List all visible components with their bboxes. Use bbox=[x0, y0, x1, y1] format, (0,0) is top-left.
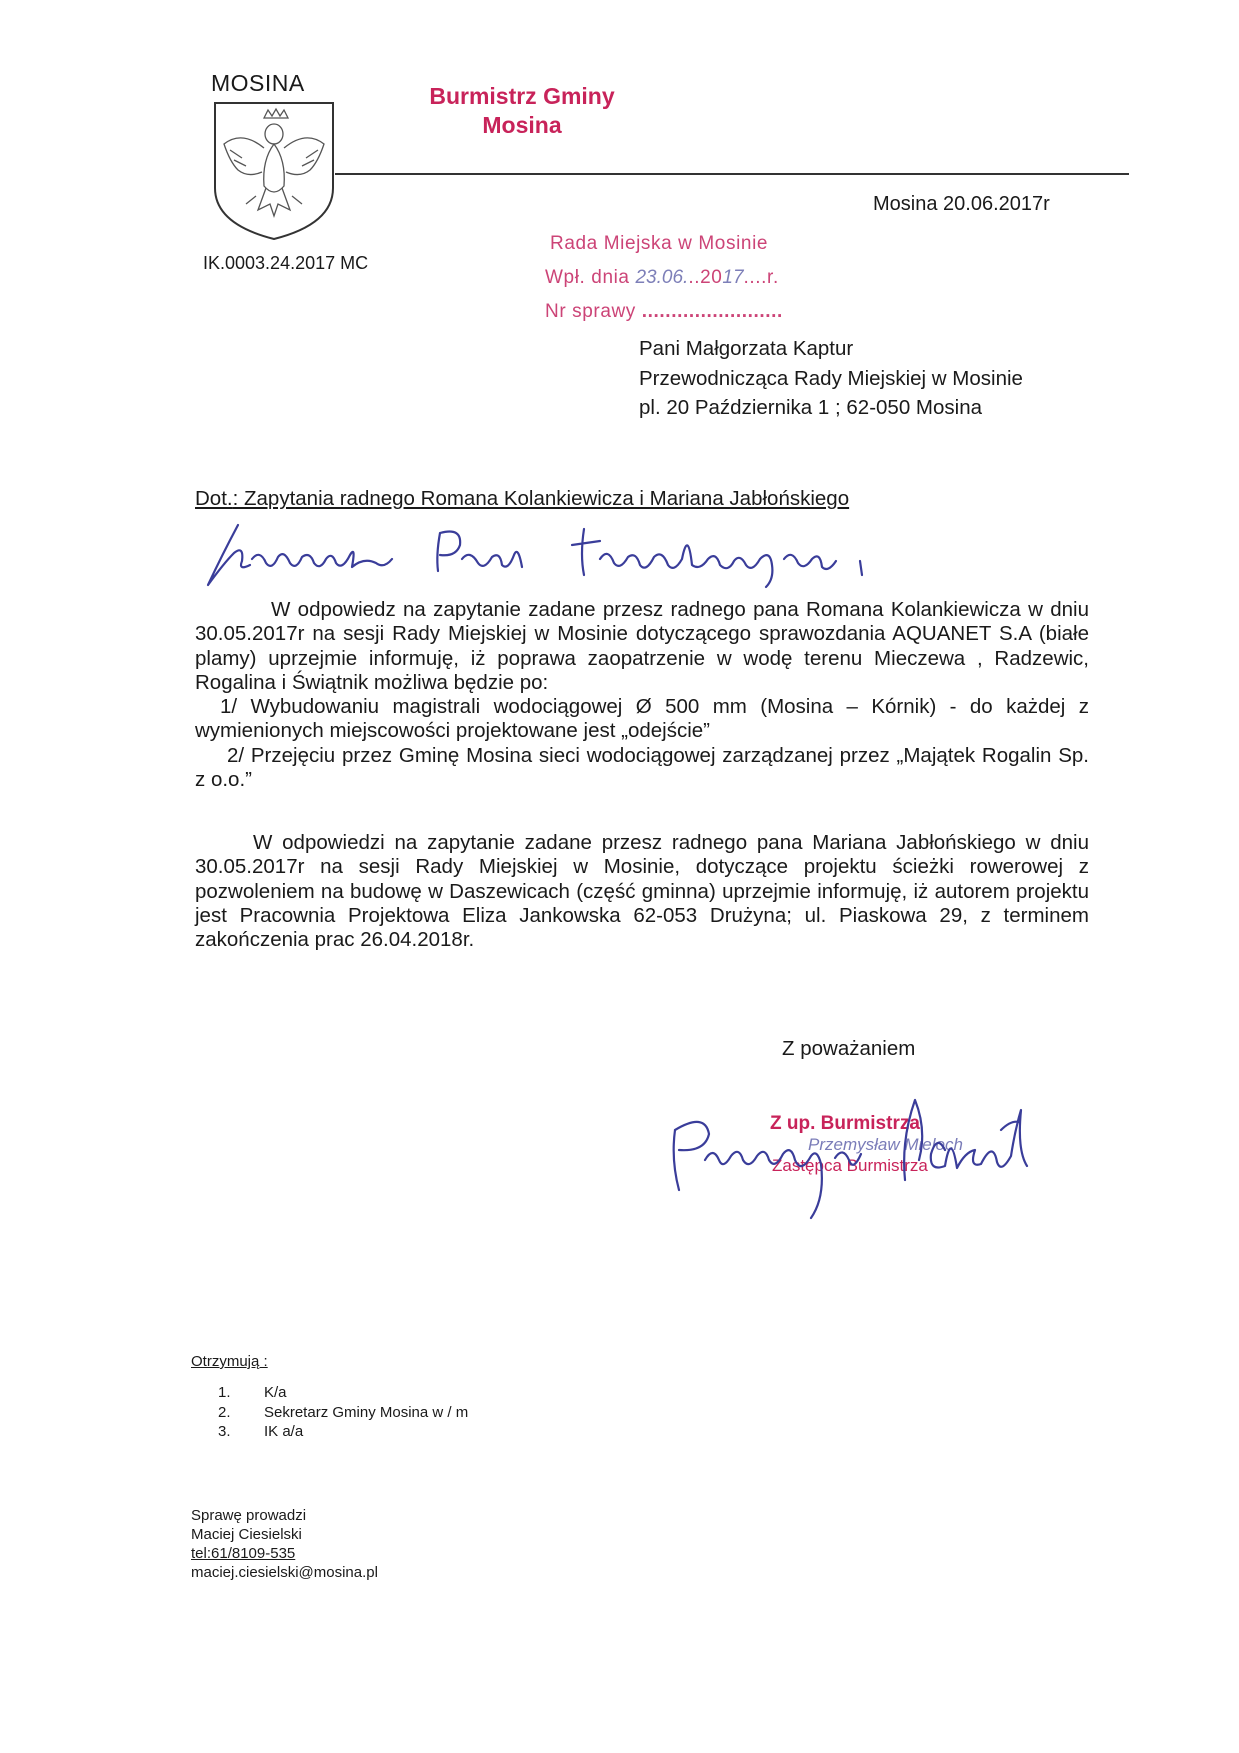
paragraph-first-question bbox=[195, 598, 1089, 792]
list-item bbox=[218, 1383, 468, 1403]
stamp-line-council: Rada Miejska w Mosinie bbox=[550, 233, 769, 254]
mayor-office-title-line2: Mosina bbox=[482, 112, 562, 138]
case-handler-email: maciej.ciesielski@mosina.pl bbox=[191, 1564, 378, 1581]
mayor-office-title bbox=[402, 82, 642, 140]
handwritten-salutation bbox=[200, 515, 880, 595]
subject-label: Dot. bbox=[195, 487, 233, 510]
paragraph-second-text: W odpowiedzi na zapytanie zadane przesz radnego pana Mariana Jabłońskiego w dniu 30.05.2017r na sesji Rady Miejskiej w Mosinie, dotyczące projektu ścieżki rowerowej z pozwoleniem na budowę w Daszewicach (część gminna) uprzejmie informuję, iż autorem projektu jest Pracownia Projektowa Eliza Jankowska 62-053 Drużyna; ul. Piaskowa 29, z terminem zakończenia prac 26.04.2018r. bbox=[195, 831, 1089, 952]
place-and-date: Mosina 20.06.2017r bbox=[873, 193, 1050, 215]
stamp-date-mid: ..20 bbox=[688, 267, 723, 288]
paragraph-first-intro: W odpowiedz na zapytanie zadane przesz radnego pana Romana Kolankiewicza w dniu 30.05.2017r na sesji Rady Miejskiej w Mosinie dotyczącego sprawozdania AQUANET S.A (białe plamy) uprzejmie informuję, iż poprawa zaopatrzenie w wodę terenu Mieczewa , Radzewic, Rogalina i Świątnik możliwa będzie po: bbox=[195, 598, 1089, 694]
mayor-office-title-line1: Burmistrz Gminy bbox=[429, 83, 615, 109]
list-item-text: Sekretarz Gminy Mosina w / m bbox=[264, 1403, 469, 1421]
reference-number: IK.0003.24.2017 MC bbox=[203, 253, 369, 273]
list-item-text: K/a bbox=[264, 1384, 287, 1401]
list-item-number: 2. bbox=[218, 1403, 231, 1421]
recipients-label: Otrzymują : bbox=[191, 1353, 268, 1370]
paragraph-second-question bbox=[195, 831, 1089, 952]
case-handler-block bbox=[191, 1506, 378, 1582]
stamp-handwritten-date: 23.06. bbox=[635, 267, 689, 288]
stamp-line-date bbox=[545, 261, 783, 295]
case-handler-label: Sprawę prowadzi bbox=[191, 1507, 307, 1524]
header-divider bbox=[335, 173, 1129, 175]
received-stamp bbox=[545, 227, 783, 329]
addressee-name: Pani Małgorzata Kaptur bbox=[639, 337, 854, 360]
stamp-case-label: Nr sprawy bbox=[545, 301, 642, 322]
closing-phrase: Z poważaniem bbox=[782, 1037, 916, 1060]
addressee-block bbox=[639, 334, 1023, 423]
list-item-first: 1/ Wybudowaniu magistrali wodociągowej Ø 500 mm (Mosina – Kórnik) - do każdej z wymienionych miejscowości projektowane jest „odejście” bbox=[195, 695, 1089, 743]
list-item bbox=[218, 1422, 468, 1442]
list-item-text: IK a/a bbox=[264, 1423, 304, 1440]
case-handler-phone-link[interactable]: tel:61/8109-535 bbox=[191, 1545, 296, 1562]
town-name: MOSINA bbox=[211, 70, 305, 96]
coat-of-arms-eagle-icon bbox=[212, 100, 336, 242]
stamp-case-dots: ........................ bbox=[641, 301, 783, 322]
stamp-date-suffix: ....r. bbox=[743, 267, 779, 288]
list-item-second: 2/ Przejęciu przez Gminę Mosina sieci wodociągowej zarządzanej przez „Majątek Rogalin Sp. z o.o.” bbox=[195, 743, 1089, 792]
list-item-number: 1. bbox=[218, 1384, 231, 1401]
subject-text: : Zapytania radnego Romana Kolankiewicza i Mariana Jabłońskiego bbox=[232, 487, 850, 510]
subject-line bbox=[195, 487, 849, 511]
handwritten-signature bbox=[665, 1090, 1045, 1230]
stamp-handwritten-year: 17 bbox=[722, 267, 744, 288]
addressee-address: pl. 20 Października 1 ; 62-050 Mosina bbox=[639, 396, 983, 419]
recipients-list bbox=[218, 1383, 468, 1442]
stamp-date-prefix: Wpł. dnia bbox=[545, 267, 636, 288]
list-item-number: 3. bbox=[218, 1423, 231, 1440]
list-item bbox=[218, 1403, 468, 1423]
signature-stamp-on-behalf: Z up. Burmistrza bbox=[770, 1113, 920, 1134]
addressee-title: Przewodnicząca Rady Miejskiej w Mosinie bbox=[639, 366, 1023, 390]
stamp-line-case-number bbox=[545, 295, 783, 329]
case-handler-name: Maciej Ciesielski bbox=[191, 1526, 302, 1543]
signature-stamp-signer: Przemysław Mieloch bbox=[808, 1135, 963, 1154]
signature-stamp-role: Zastępca Burmistrza bbox=[772, 1156, 928, 1175]
